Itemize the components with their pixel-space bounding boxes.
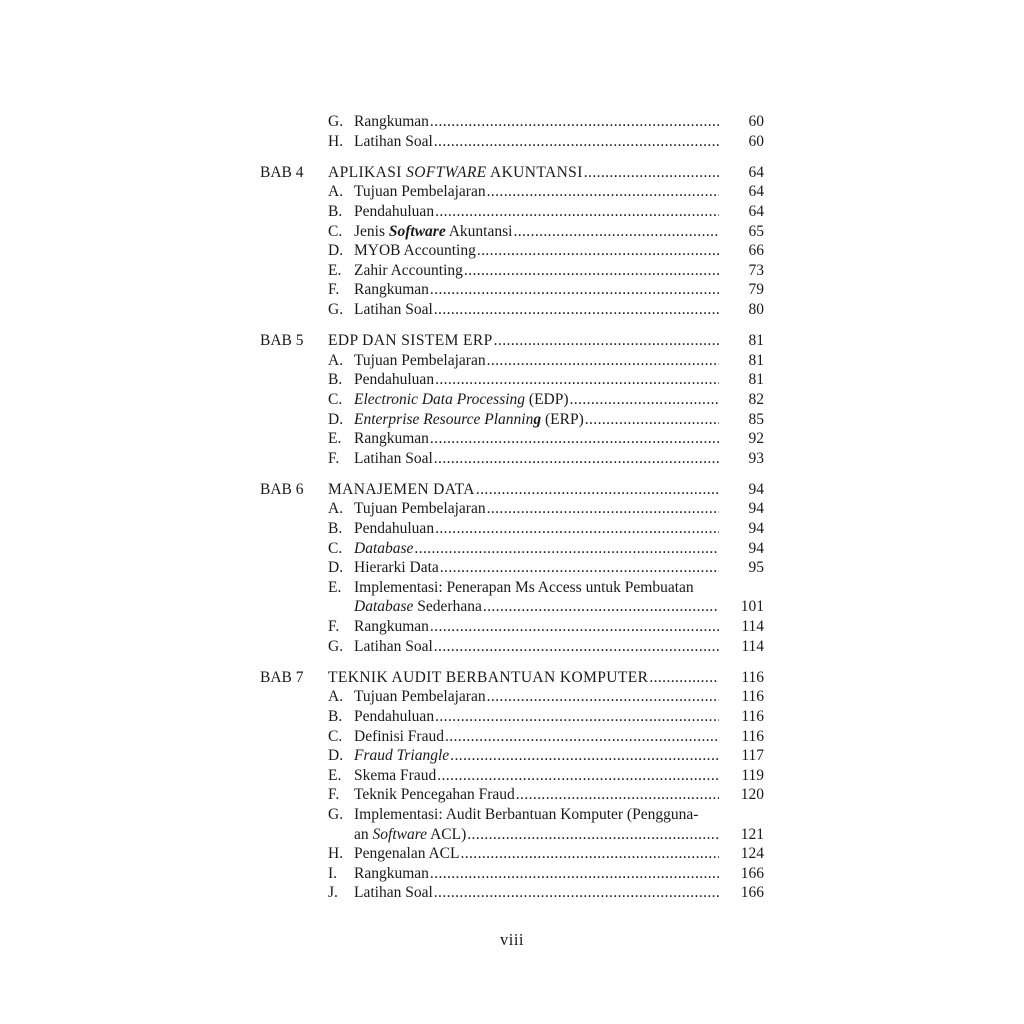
title-segment: Sederhana xyxy=(413,598,482,616)
dot-leader xyxy=(487,499,719,519)
section-entry xyxy=(0,261,1024,281)
section-title-leader xyxy=(354,112,719,132)
section-title-leader xyxy=(354,261,719,281)
section-entry xyxy=(0,746,1024,766)
entry-title xyxy=(354,499,486,519)
chapter-entry xyxy=(0,163,1024,183)
title-segment: Pendahuluan xyxy=(354,371,435,389)
dot-leader xyxy=(477,241,719,261)
title-segment: Enterprise Resource Plannin xyxy=(354,410,534,428)
section-entry xyxy=(0,280,1024,300)
dot-leader xyxy=(487,687,719,707)
section-page-number: 65 xyxy=(748,222,764,240)
dot-leader xyxy=(487,351,719,371)
section-letter: E. xyxy=(328,766,342,784)
section-entry xyxy=(0,687,1024,707)
entry-title xyxy=(354,687,486,707)
section-page-number: 116 xyxy=(741,688,764,706)
title-segment: Software xyxy=(388,222,446,240)
entry-title xyxy=(354,519,434,539)
dot-leader xyxy=(516,785,719,805)
title-segment: SOFTWARE xyxy=(406,163,487,181)
chapter-label: BAB 7 xyxy=(260,668,304,686)
title-segment: Tujuan Pembelajaran xyxy=(354,351,486,369)
chapter-label: BAB 4 xyxy=(260,163,304,181)
title-segment: Latihan Soal xyxy=(354,449,433,467)
section-page-number: 85 xyxy=(748,410,764,428)
chapter-title-leader xyxy=(328,480,719,500)
section-entry xyxy=(0,449,1024,469)
chapter-entry xyxy=(0,668,1024,688)
entry-title xyxy=(354,785,515,805)
dot-leader xyxy=(430,112,719,132)
entry-title xyxy=(354,558,439,578)
dot-leader xyxy=(585,410,719,430)
section-entry-line2 xyxy=(0,597,1024,617)
section-letter: D. xyxy=(328,559,344,577)
title-segment: MANAJEMEN DATA xyxy=(328,480,475,498)
section-letter: C. xyxy=(328,727,343,745)
section-letter: G. xyxy=(328,805,344,823)
title-segment: TEKNIK AUDIT BERBANTUAN KOMPUTER xyxy=(328,668,649,686)
entry-title xyxy=(328,331,493,351)
chapter-block-bab4 xyxy=(0,163,1024,320)
section-page-number: 101 xyxy=(740,598,764,616)
entry-title xyxy=(354,370,434,390)
section-page-number: 73 xyxy=(748,261,764,279)
section-page-number: 121 xyxy=(740,825,764,843)
dot-leader xyxy=(483,597,719,617)
section-page-number: 114 xyxy=(741,637,764,655)
section-title-leader xyxy=(354,519,719,539)
entry-title xyxy=(328,163,583,183)
title-segment: Pendahuluan xyxy=(354,202,435,220)
section-title-leader xyxy=(354,707,719,727)
title-segment: Rangkuman xyxy=(354,864,429,882)
dot-leader xyxy=(476,480,719,500)
section-page-number: 64 xyxy=(748,183,764,201)
title-segment: Tujuan Pembelajaran xyxy=(354,688,486,706)
section-letter: A. xyxy=(328,688,344,706)
section-letter: A. xyxy=(328,183,344,201)
dot-leader xyxy=(434,883,719,903)
section-entry xyxy=(0,637,1024,657)
entry-title xyxy=(354,746,449,766)
section-page-number: 81 xyxy=(748,371,764,389)
dot-leader xyxy=(435,707,719,727)
section-entry xyxy=(0,617,1024,637)
section-letter: H. xyxy=(328,845,344,863)
chapter-title-leader xyxy=(328,331,719,351)
section-page-number: 79 xyxy=(748,281,764,299)
title-segment: Tujuan Pembelajaran xyxy=(354,500,486,518)
chapter-page-number: 64 xyxy=(748,163,764,181)
chapter-page-number: 116 xyxy=(741,668,764,686)
entry-title xyxy=(354,864,429,884)
section-page-number: 60 xyxy=(748,113,764,130)
section-letter: C. xyxy=(328,222,343,240)
section-letter: F. xyxy=(328,618,340,636)
section-letter: E. xyxy=(328,578,342,596)
dot-leader xyxy=(450,746,719,766)
dot-leader xyxy=(467,825,719,845)
section-title-leader xyxy=(354,844,719,864)
entry-title xyxy=(354,449,433,469)
entry-title xyxy=(354,300,433,320)
title-segment: Pendahuluan xyxy=(354,708,435,725)
section-title-leader xyxy=(354,687,719,707)
title-segment: (ERP) xyxy=(541,410,584,428)
dot-leader xyxy=(513,222,719,242)
section-title-leader xyxy=(354,883,719,903)
entry-title xyxy=(354,261,463,281)
section-title-leader xyxy=(354,202,719,222)
dot-leader xyxy=(414,539,719,559)
chapter-block-bab3-tail xyxy=(0,112,1024,151)
dot-leader xyxy=(434,637,719,657)
title-segment: Rangkuman xyxy=(354,281,429,299)
section-title-leader xyxy=(354,825,719,845)
section-letter: C. xyxy=(328,390,343,408)
section-entry xyxy=(0,558,1024,578)
title-segment: Latihan Soal xyxy=(354,884,433,902)
title-segment: Fraud Triangle xyxy=(354,747,450,765)
section-letter: F. xyxy=(328,281,340,299)
section-letter: B. xyxy=(328,708,343,725)
title-segment: Pengenalan ACL xyxy=(354,845,460,863)
section-entry xyxy=(0,519,1024,539)
dot-leader xyxy=(487,182,719,202)
section-entry-line1 xyxy=(0,578,1024,598)
section-title-leader xyxy=(354,351,719,371)
section-page-number: 81 xyxy=(748,351,764,369)
page-number-footer: viii xyxy=(499,930,524,949)
dot-leader xyxy=(434,132,719,152)
entry-title xyxy=(354,390,569,410)
section-letter: G. xyxy=(328,300,344,318)
title-segment: Software xyxy=(372,825,428,843)
title-segment: Rangkuman xyxy=(354,430,429,448)
title-segment: AKUNTANSI xyxy=(486,163,583,181)
section-page-number: 120 xyxy=(740,786,764,804)
section-page-number: 94 xyxy=(748,520,764,538)
dot-leader xyxy=(430,429,719,449)
title-segment: Zahir Accounting xyxy=(354,261,463,279)
section-page-number: 117 xyxy=(741,747,764,765)
title-segment: Rangkuman xyxy=(354,618,429,636)
section-page-number: 119 xyxy=(741,766,764,784)
section-title-line1: Implementasi: Audit Berbantuan Komputer (Pengguna- xyxy=(354,805,699,823)
section-letter: D. xyxy=(328,410,344,428)
section-letter: B. xyxy=(328,371,343,389)
section-entry-line2 xyxy=(0,825,1024,845)
title-segment: Tujuan Pembelajaran xyxy=(354,183,486,201)
dot-leader xyxy=(445,727,719,747)
entry-title xyxy=(354,637,433,657)
entry-title xyxy=(354,280,429,300)
title-segment: Latihan Soal xyxy=(354,300,433,318)
chapter-page-number: 81 xyxy=(748,332,764,350)
section-page-number: 124 xyxy=(740,845,764,863)
dot-leader xyxy=(434,300,719,320)
section-letter: A. xyxy=(328,500,344,518)
title-segment: (EDP) xyxy=(525,390,569,408)
entry-title xyxy=(354,766,436,786)
section-letter: F. xyxy=(328,449,340,467)
title-segment: Jenis xyxy=(354,222,389,240)
section-letter: C. xyxy=(328,539,343,557)
section-title-leader xyxy=(354,429,719,449)
title-segment: APLIKASI xyxy=(328,163,407,181)
section-letter: B. xyxy=(328,520,343,538)
section-page-number: 60 xyxy=(748,132,764,150)
section-entry xyxy=(0,202,1024,222)
section-page-number: 166 xyxy=(740,884,764,902)
dot-leader xyxy=(440,558,719,578)
section-entry xyxy=(0,429,1024,449)
section-letter: E. xyxy=(328,430,342,448)
title-segment: Latihan Soal xyxy=(354,132,433,150)
entry-title xyxy=(354,844,459,864)
title-segment: Skema Fraud xyxy=(354,766,437,784)
title-segment: Hierarki Data xyxy=(354,559,439,577)
section-title-leader xyxy=(354,449,719,469)
section-page-number: 93 xyxy=(748,449,764,467)
title-segment: Database xyxy=(354,539,414,557)
entry-title xyxy=(354,202,434,222)
entry-title xyxy=(354,727,444,747)
entry-title xyxy=(354,410,584,430)
section-title-leader xyxy=(354,727,719,747)
dot-leader xyxy=(435,519,719,539)
title-segment: Akuntansi xyxy=(445,222,513,240)
section-page-number: 166 xyxy=(740,864,764,882)
section-entry xyxy=(0,785,1024,805)
dot-leader xyxy=(494,331,719,351)
table-of-contents xyxy=(0,112,1024,915)
entry-title xyxy=(354,539,413,559)
section-entry xyxy=(0,727,1024,747)
section-title-leader xyxy=(354,539,719,559)
section-page-number: 116 xyxy=(741,708,764,725)
dot-leader xyxy=(649,668,719,688)
section-page-number: 66 xyxy=(748,242,764,260)
entry-title xyxy=(328,668,648,688)
section-entry xyxy=(0,241,1024,261)
chapter-page-number: 94 xyxy=(748,480,764,498)
entry-title xyxy=(354,825,466,845)
section-title-leader xyxy=(354,280,719,300)
section-title-leader xyxy=(354,864,719,884)
section-title-leader xyxy=(354,241,719,261)
section-entry xyxy=(0,864,1024,884)
section-letter: B. xyxy=(328,202,343,220)
section-page-number: 114 xyxy=(741,618,764,636)
entry-title xyxy=(354,707,434,727)
chapter-label: BAB 5 xyxy=(260,332,304,350)
entry-title xyxy=(354,597,482,617)
section-title-leader xyxy=(354,390,719,410)
title-segment: g xyxy=(533,410,542,428)
dot-leader xyxy=(437,766,719,786)
entry-title xyxy=(354,132,433,152)
dot-leader xyxy=(434,449,719,469)
section-title-line1: Implementasi: Penerapan Ms Access untuk Pembuatan xyxy=(354,578,694,596)
chapter-block-bab6 xyxy=(0,480,1024,656)
dot-leader xyxy=(570,390,719,410)
entry-title xyxy=(354,351,486,371)
section-letter: H. xyxy=(328,132,344,150)
entry-title xyxy=(354,617,429,637)
section-title-leader xyxy=(354,499,719,519)
section-title-leader xyxy=(354,617,719,637)
section-entry xyxy=(0,410,1024,430)
title-segment: Rangkuman xyxy=(354,113,429,130)
section-entry xyxy=(0,390,1024,410)
dot-leader xyxy=(435,202,719,222)
chapter-title-leader xyxy=(328,668,719,688)
section-page-number: 80 xyxy=(748,300,764,318)
dot-leader xyxy=(464,261,719,281)
dot-leader xyxy=(430,617,719,637)
section-letter: E. xyxy=(328,261,342,279)
section-title-leader xyxy=(354,785,719,805)
section-entry xyxy=(0,132,1024,152)
chapter-entry xyxy=(0,480,1024,500)
section-title-leader xyxy=(354,558,719,578)
section-page-number: 94 xyxy=(748,500,764,518)
chapter-block-bab5 xyxy=(0,331,1024,468)
section-letter: G. xyxy=(328,113,344,130)
chapter-label: BAB 6 xyxy=(260,480,304,498)
section-entry xyxy=(0,300,1024,320)
title-segment: Pendahuluan xyxy=(354,520,435,538)
section-entry xyxy=(0,112,1024,132)
entry-title xyxy=(354,883,433,903)
section-letter: J. xyxy=(328,884,338,902)
section-entry xyxy=(0,182,1024,202)
chapter-entry xyxy=(0,331,1024,351)
section-title-leader xyxy=(354,637,719,657)
chapter-title-leader xyxy=(328,163,719,183)
section-title-leader xyxy=(354,766,719,786)
section-page-number: 95 xyxy=(748,559,764,577)
entry-title xyxy=(354,429,429,449)
section-entry xyxy=(0,499,1024,519)
dot-leader xyxy=(430,864,719,884)
section-letter: G. xyxy=(328,637,344,655)
section-title-leader xyxy=(354,132,719,152)
section-entry xyxy=(0,883,1024,903)
section-entry xyxy=(0,539,1024,559)
section-letter: D. xyxy=(328,747,344,765)
section-entry xyxy=(0,707,1024,727)
entry-title xyxy=(354,182,486,202)
section-title-leader xyxy=(354,182,719,202)
title-segment: MYOB Accounting xyxy=(354,242,476,260)
title-segment: Electronic Data Processing xyxy=(354,390,526,408)
section-entry xyxy=(0,370,1024,390)
section-title-leader xyxy=(354,370,719,390)
section-entry xyxy=(0,222,1024,242)
chapter-block-bab7 xyxy=(0,668,1024,903)
dot-leader xyxy=(460,844,719,864)
title-segment: an xyxy=(354,825,373,843)
section-title-leader xyxy=(354,746,719,766)
section-title-leader xyxy=(354,410,719,430)
section-entry xyxy=(0,844,1024,864)
dot-leader xyxy=(435,370,719,390)
title-segment: EDP DAN SISTEM ERP xyxy=(328,332,493,350)
entry-title xyxy=(354,222,512,242)
section-entry xyxy=(0,351,1024,371)
title-segment: Database xyxy=(354,598,414,616)
title-segment: Definisi Fraud xyxy=(354,727,444,745)
section-page-number: 92 xyxy=(748,430,764,448)
section-letter: D. xyxy=(328,242,344,260)
title-segment: ACL) xyxy=(427,825,467,843)
section-page-number: 116 xyxy=(741,727,764,745)
section-page-number: 82 xyxy=(748,390,764,408)
section-title-leader xyxy=(354,300,719,320)
section-letter: I. xyxy=(328,864,338,882)
title-segment: Teknik Pencegahan Fraud xyxy=(354,786,515,804)
section-entry-line1 xyxy=(0,805,1024,825)
section-title-leader xyxy=(354,222,719,242)
title-segment: Latihan Soal xyxy=(354,637,433,655)
section-page-number: 94 xyxy=(748,539,764,557)
entry-title xyxy=(354,112,429,132)
section-letter: F. xyxy=(328,786,340,804)
entry-title xyxy=(328,480,475,500)
entry-title xyxy=(354,241,476,261)
dot-leader xyxy=(584,163,719,183)
section-page-number: 64 xyxy=(748,202,764,220)
section-entry xyxy=(0,766,1024,786)
section-title-leader xyxy=(354,597,719,617)
section-letter: A. xyxy=(328,351,344,369)
dot-leader xyxy=(430,280,719,300)
